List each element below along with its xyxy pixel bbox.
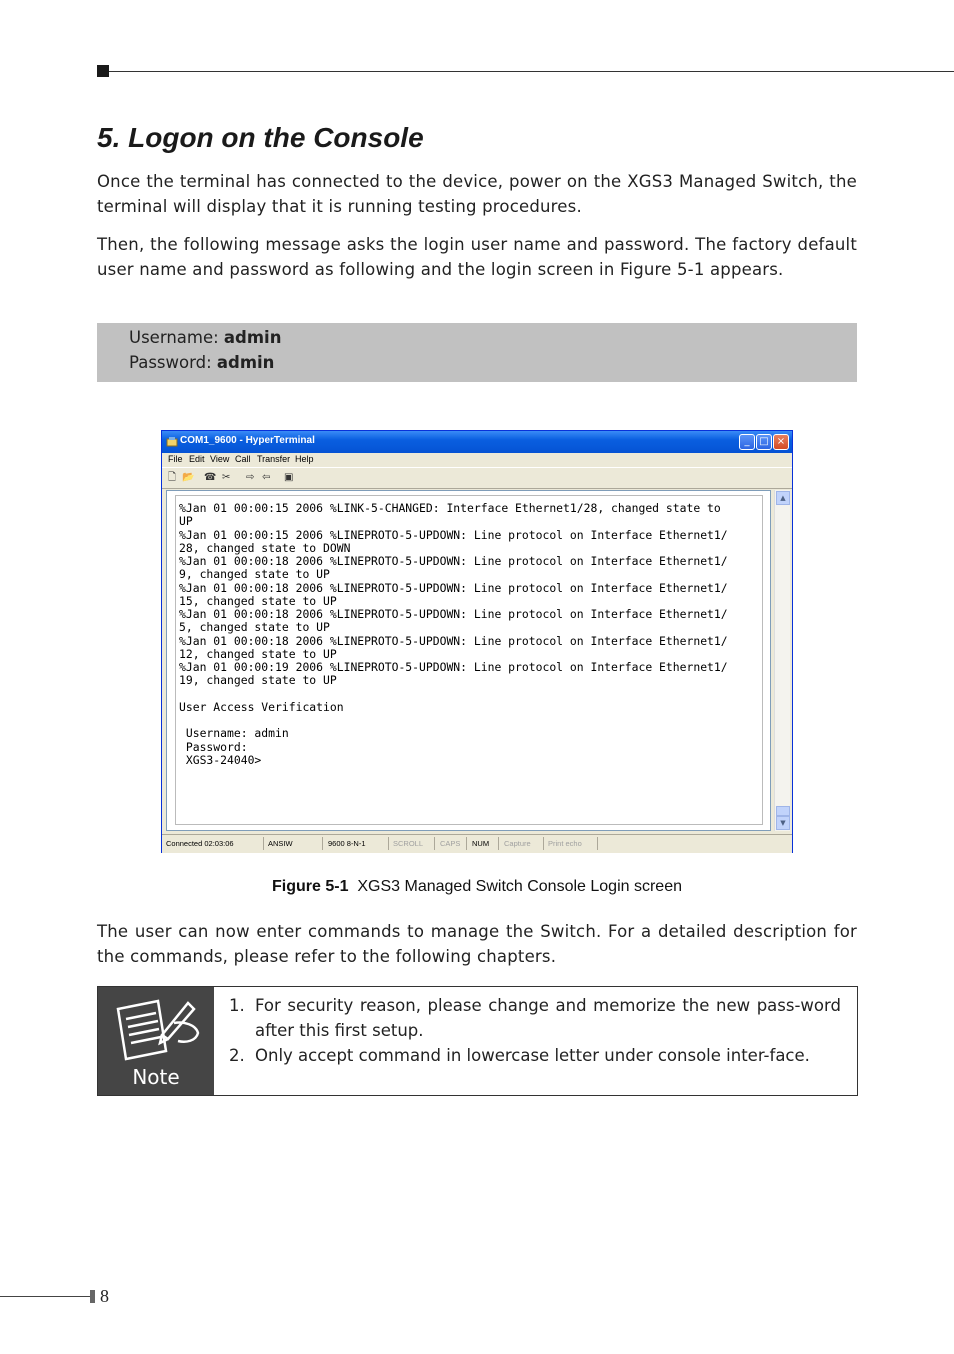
username-label: Username: — [129, 328, 219, 347]
note-item-number: 2. — [229, 1046, 245, 1065]
note-item-text: For security reason, please change and memorize the new pass-word after this first setup. — [255, 996, 841, 1040]
menu-bar — [162, 453, 792, 467]
send-icon[interactable]: ⇨ — [246, 472, 255, 483]
credentials-box — [97, 323, 857, 382]
maximize-icon[interactable]: □ — [756, 434, 772, 450]
status-bar — [162, 834, 792, 853]
scroll-thumb[interactable] — [776, 806, 790, 816]
note-item — [229, 993, 841, 1043]
note-list — [229, 993, 841, 1068]
menu-help[interactable]: Help — [295, 454, 314, 464]
page-number: 8 — [100, 1286, 109, 1306]
minimize-icon[interactable]: _ — [739, 434, 755, 450]
status-caps: CAPS — [440, 839, 461, 848]
window-titlebar[interactable] — [162, 431, 792, 453]
terminal-area[interactable] — [166, 490, 771, 831]
terminal-frame — [175, 495, 763, 825]
status-separator — [543, 837, 544, 850]
note-item-text: Only accept command in lowercase letter under console inter-face. — [255, 1046, 810, 1065]
status-scroll: SCROLL — [393, 839, 424, 848]
status-separator — [322, 837, 323, 850]
password-value: admin — [216, 353, 275, 372]
menu-view[interactable]: View — [210, 454, 230, 464]
note-item-number: 1. — [229, 996, 245, 1015]
menu-transfer[interactable]: Transfer — [257, 454, 291, 464]
scroll-down-icon[interactable]: ▼ — [776, 816, 790, 830]
followup-paragraph: The user can now enter commands to manage the Switch. For a detailed description for the commands, please refer to the following chapters. — [97, 922, 857, 966]
note-sidebar — [98, 987, 214, 1095]
footer-rule — [0, 1296, 90, 1297]
status-separator — [388, 837, 389, 850]
header-rule — [109, 71, 954, 72]
note-box — [97, 986, 858, 1096]
figure-caption — [0, 878, 954, 896]
status-connected: Connected 02:03:06 — [166, 839, 234, 848]
scroll-up-icon[interactable]: ▲ — [776, 491, 790, 505]
status-separator — [434, 837, 435, 850]
password-line — [129, 353, 274, 372]
new-file-icon[interactable]: 🗋 — [168, 472, 177, 483]
status-print-echo: Print echo — [548, 839, 582, 848]
status-port-settings: 9600 8-N-1 — [328, 839, 366, 848]
note-label: Note — [132, 1065, 180, 1089]
open-folder-icon[interactable]: 📂 — [182, 472, 195, 483]
status-separator — [597, 837, 598, 850]
status-emulation: ANSIW — [268, 839, 293, 848]
receive-icon[interactable]: ⇦ — [262, 472, 271, 483]
menu-call[interactable]: Call — [235, 454, 251, 464]
status-capture: Capture — [504, 839, 531, 848]
section-title: 5. Logon on the Console — [97, 122, 424, 153]
hyperterminal-window — [161, 430, 793, 853]
toolbar — [162, 467, 792, 489]
figure-label: Figure 5-1 — [272, 878, 349, 895]
hyperterminal-icon — [166, 436, 178, 448]
note-item — [229, 1043, 841, 1068]
header-square — [97, 65, 109, 77]
window-title: COM1_9600 - HyperTerminal — [180, 435, 315, 446]
figure-caption-text: XGS3 Managed Switch Console Login screen — [357, 878, 682, 895]
status-separator — [263, 837, 264, 850]
status-separator — [498, 837, 499, 850]
menu-file[interactable]: File — [168, 454, 183, 464]
terminal-output: %Jan 01 00:00:15 2006 %LINK-5-CHANGED: Interface Ethernet1/28, changed state to UP %Jan 01 00:00:15 2006 %LINEPROTO-5-UPDOWN: Line protocol on Interface Ethernet1/ 28, changed state to DOWN %Jan 01 00:00:18 2006 %LINEPROTO-5-UPDOWN: Line protocol on Interface Ethernet1/ 9, changed state to UP %Jan 01 00:00:18 2006 %LINEPROTO-5-UPDOWN: Line protocol on Interface Ethernet1/ 15, changed state to UP %Jan 01 00:00:18 2006 %LINEPROTO-5-UPDOWN: Line protocol on Interface Ethernet1/ 5, changed state to UP %Jan 01 00:00:18 2006 %LINEPROTO-5-UPDOWN: Line protocol on Interface Ethernet1/ 12, changed state to UP %Jan 01 00:00:19 2006 %LINEPROTO-5-UPDOWN: Line protocol on Interface Ethernet1/ 19, changed state to UP User Access Verification Username: admin Password: XGS3-24040> — [179, 501, 728, 767]
close-icon[interactable]: × — [773, 434, 789, 450]
menu-edit[interactable]: Edit — [189, 454, 205, 464]
note-pad-icon — [112, 995, 202, 1061]
intro-paragraph-2: Then, the following message asks the login user name and password. The factory default user name and password as following and the login screen in Figure 5-1 appears. — [97, 235, 857, 279]
vertical-scrollbar[interactable] — [774, 490, 790, 831]
username-value: admin — [223, 328, 282, 347]
status-num: NUM — [472, 839, 490, 848]
disconnect-icon[interactable]: ✂ — [222, 472, 231, 483]
intro-paragraph-1: Once the terminal has connected to the device, power on the XGS3 Managed Switch, the terminal will display that it is running testing procedures. — [97, 172, 857, 216]
phone-icon[interactable]: ☎ — [204, 472, 217, 483]
status-separator — [466, 837, 467, 850]
username-line — [129, 328, 281, 347]
footer-marker — [90, 1290, 95, 1303]
password-label: Password: — [129, 353, 212, 372]
properties-icon[interactable]: ▣ — [284, 472, 294, 483]
